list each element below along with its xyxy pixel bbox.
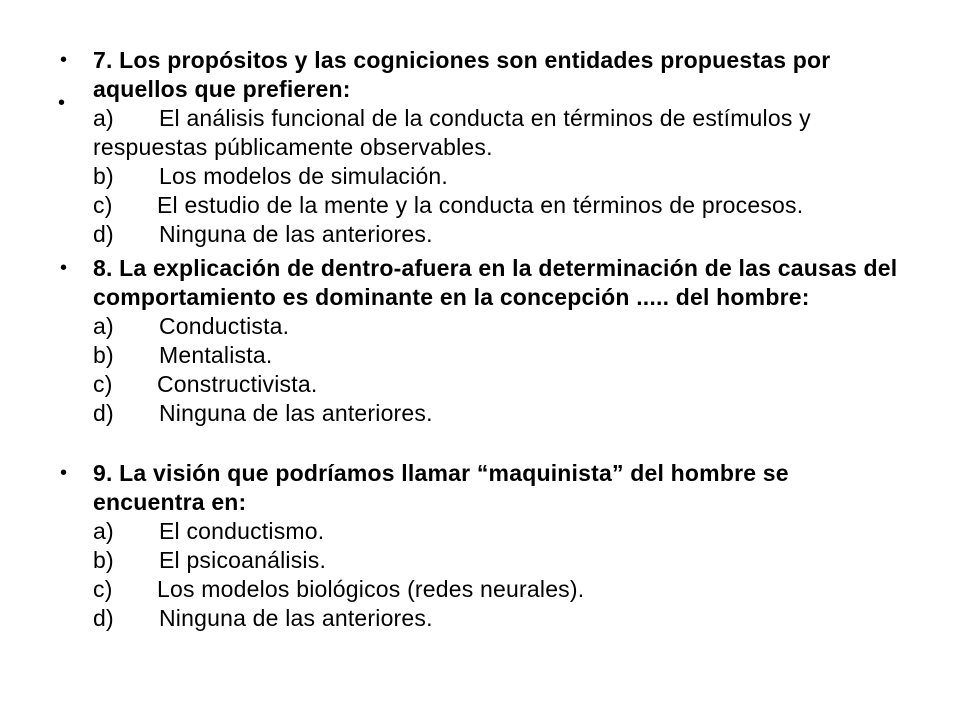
option-text: Ninguna de las anteriores. [159,605,433,631]
option-c [93,575,903,604]
option-b [93,341,903,370]
option-letter: a) [93,105,114,131]
option-text: Mentalista. [159,342,273,368]
bullet-marker: • [58,92,66,114]
option-d [93,604,903,633]
option-text: Constructivista. [157,371,318,397]
option-letter: d) [93,605,114,631]
option-a [93,312,903,341]
option-c [93,191,903,220]
option-text: Los modelos biológicos (redes neurales). [157,576,585,602]
option-d [93,399,903,428]
option-d [93,220,903,249]
question-stem: 9. La visión que podríamos llamar “maquinista” del hombre se encuentra en: [93,460,789,515]
bullet-marker: • [60,462,68,484]
question-stem: 8. La explicación de dentro-afuera en la determinación de las causas del comportamiento es dominante en la concepción ..... del hombre: [93,255,898,310]
option-letter: b) [93,342,114,368]
option-text: El análisis funcional de la conducta en términos de estímulos y [159,105,811,131]
option-text: Ninguna de las anteriores. [159,221,433,247]
option-letter: c) [93,192,113,218]
option-letter: c) [93,576,113,602]
option-c [93,370,903,399]
option-a [93,517,903,546]
option-letter: b) [93,547,114,573]
option-text: El psicoanálisis. [159,547,327,573]
option-text: Conductista. [159,313,290,339]
option-text: Los modelos de simulación. [159,163,449,189]
bullet-marker: • [60,49,68,71]
option-b [93,162,903,191]
option-letter: d) [93,400,114,426]
option-text: El estudio de la mente y la conducta en términos de procesos. [157,192,804,218]
bullet-marker: • [60,257,68,279]
question-stem: 7. Los propósitos y las cogniciones son entidades propuestas por aquellos que prefieren: [93,47,831,102]
option-letter: a) [93,518,114,544]
option-a-continued: respuestas públicamente observables. [93,134,493,160]
option-letter: b) [93,163,114,189]
option-text: El conductismo. [159,518,325,544]
option-letter: d) [93,221,114,247]
option-text: Ninguna de las anteriores. [159,400,433,426]
option-letter: c) [93,371,113,397]
option-a [93,104,903,133]
option-b [93,546,903,575]
option-letter: a) [93,313,114,339]
